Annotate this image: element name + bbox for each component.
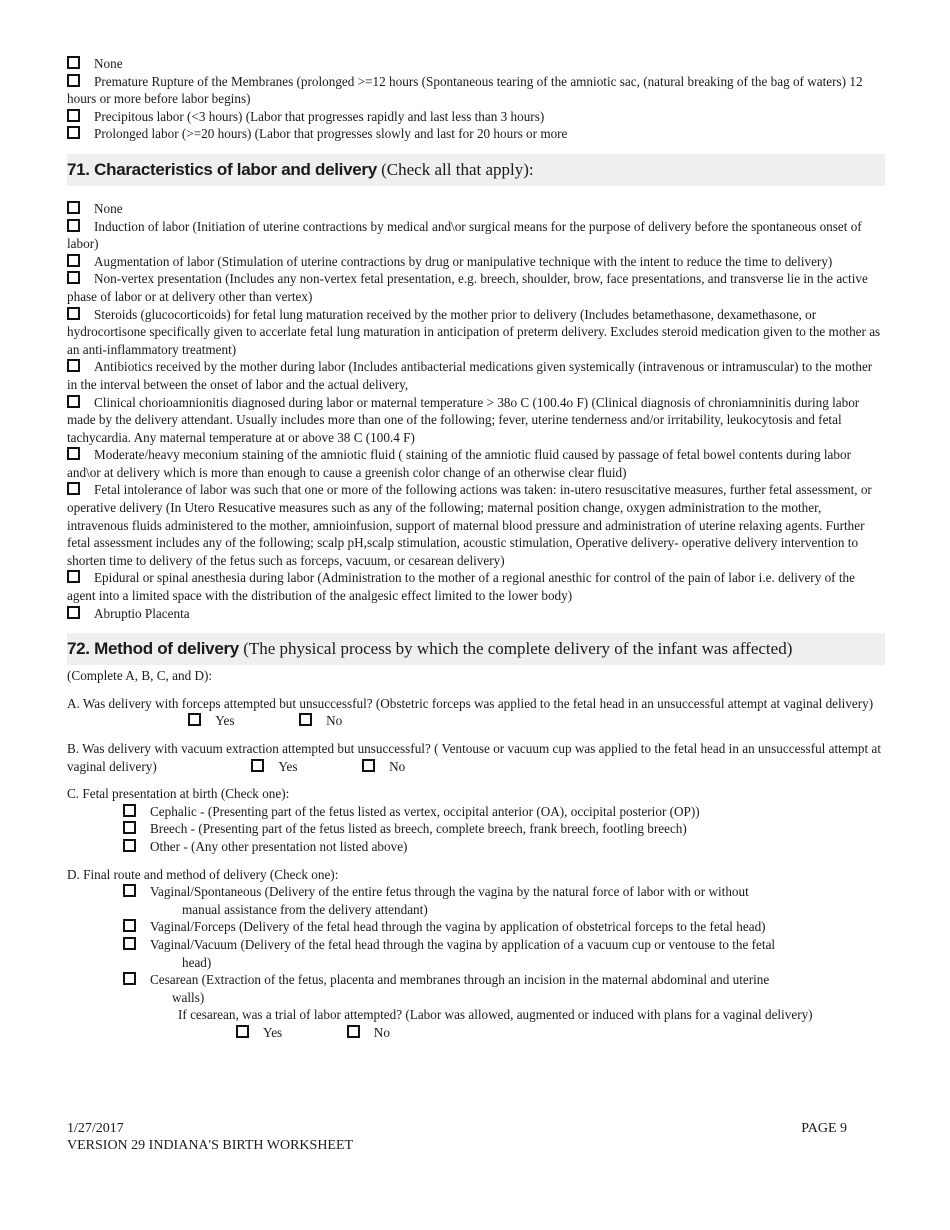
list-item: Abruptio Placenta xyxy=(67,605,885,623)
footer-version: VERSION 29 INDIANA'S BIRTH WORKSHEET xyxy=(67,1138,354,1153)
checkbox[interactable] xyxy=(67,570,80,583)
section-72-title: 72. Method of delivery xyxy=(67,639,239,659)
checkbox[interactable] xyxy=(67,219,80,232)
checkbox-b-yes[interactable] xyxy=(251,759,264,772)
checkbox[interactable] xyxy=(123,919,136,932)
checkbox[interactable] xyxy=(123,884,136,897)
checkbox[interactable] xyxy=(67,126,80,139)
list-item: Steroids (glucocorticoids) for fetal lung maturation received by the mother prior to delivery (Includes betamethasone, dexamethasone, or hydrocortisone specifically given to accerlate fetal lung maturation in anticipation of preterm delivery. Excludes steroid medication given to the mother as an anti-inflammatory treatment) xyxy=(67,306,881,357)
list-item: Premature Rupture of the Membranes (prolonged >=12 hours (Spontaneous tearing of the amniotic sac, (natural breaking of the bag of waters) 12 hours or more before labor begins) xyxy=(67,73,863,107)
list-item: Non-vertex presentation (Includes any non-vertex fetal presentation, e.g. breech, shoulder, brow, face presentations, and transverse lie in the active phase of labor or at delivery other than vertex) xyxy=(67,271,868,304)
labor-characteristics-list xyxy=(67,200,885,622)
checkbox-a-no[interactable] xyxy=(299,713,312,726)
list-item: Vaginal/Forceps (Delivery of the fetal head through the vagina by application of obstetrical forceps to the fetal head) xyxy=(123,918,885,936)
checkbox[interactable] xyxy=(67,109,80,122)
checkbox-trial-no[interactable] xyxy=(347,1025,360,1038)
checkbox[interactable] xyxy=(67,359,80,372)
worksheet-page xyxy=(67,55,885,1042)
question-b: B. Was delivery with vacuum extraction attempted but unsuccessful? ( Ventouse or vacuum cup was applied to the fetal head in an unsuccessful attempt at vaginal delivery) Yes No xyxy=(67,741,882,774)
checkbox[interactable] xyxy=(67,56,80,69)
checkbox-a-yes[interactable] xyxy=(188,713,201,726)
checkbox[interactable] xyxy=(67,201,80,214)
question-a: A. Was delivery with forceps attempted but unsuccessful? (Obstetric forceps was applied to the fetal head in an unsuccessful attempt at vaginal delivery) Yes No xyxy=(67,695,874,729)
checkbox[interactable] xyxy=(67,447,80,460)
list-item: Other - (Any other presentation not listed above) xyxy=(123,838,885,856)
checkbox[interactable] xyxy=(67,271,80,284)
checkbox[interactable] xyxy=(67,74,80,87)
list-item: None xyxy=(67,55,885,73)
list-item: Vaginal/Spontaneous (Delivery of the entire fetus through the vagina by the natural force of labor with or without manual assistance from the delivery attendant) xyxy=(123,883,885,918)
checkbox[interactable] xyxy=(123,804,136,817)
checkbox[interactable] xyxy=(67,395,80,408)
section-72-note: (The physical process by which the complete delivery of the infant was affected) xyxy=(243,639,793,659)
checkbox-trial-yes[interactable] xyxy=(236,1025,249,1038)
cesarean-trial-answers: Yes No xyxy=(236,1024,885,1042)
section-72-header xyxy=(67,633,885,665)
list-item: Fetal intolerance of labor was such that one or more of the following actions was taken: in-utero resuscitative measures, further fetal assessment, or operative delivery (In Utero Resucative measures such as any of the following; maternal position change, oxygen administration to the mother, intravenous fluids administered to the mother, amnioinfusion, support of maternal blood pressure and administration of uterine relaxing agents. Further fetal assessment includes any of the following; scalp pH,scalp stimulation, acoustic stimulation, Operative delivery- operative delivery intervention to shorten time to delivery of the fetus such as forceps, vacuum, or cesarean delivery) xyxy=(67,482,872,568)
list-item: Induction of labor (Initiation of uterine contractions by medical and\or surgical means for the purpose of delivery before the spontaneous onset of labor) xyxy=(67,218,862,252)
section-72-subnote: (Complete A, B, C, and D): xyxy=(67,668,213,684)
list-item: Moderate/heavy meconium staining of the amniotic fluid ( staining of the amniotic fluid caused by passage of fetal bowel contents during labor and\or at delivery which is more than enough to cause a greenish color change of an otherwise clear fluid) xyxy=(67,447,851,480)
list-item: Vaginal/Vacuum (Delivery of the fetal head through the vagina by application of a vacuum cup or ventouse to the fetal head) xyxy=(123,936,885,971)
checkbox[interactable] xyxy=(123,937,136,950)
section-71-note: (Check all that apply): xyxy=(381,159,534,179)
list-item: Breech - (Presenting part of the fetus listed as breech, complete breech, frank breech, footling breech) xyxy=(123,820,885,838)
checkbox[interactable] xyxy=(123,972,136,985)
list-item: Cesarean (Extraction of the fetus, placenta and membranes through an incision in the maternal abdominal and uterine walls) xyxy=(123,971,885,1006)
cesarean-trial-question: If cesarean, was a trial of labor attempted? (Labor was allowed, augmented or induced with plans for a vaginal delivery) xyxy=(178,1007,813,1023)
checkbox[interactable] xyxy=(67,606,80,619)
list-item: Epidural or spinal anesthesia during labor (Administration to the mother of a regional anesthic for control of the pain of labor i.e. delivery of the agent into a limited space with the distribution of the analgesic effect limited to the lower body) xyxy=(67,570,855,604)
page-number: PAGE 9 xyxy=(801,1121,847,1136)
list-item: Cephalic - (Presenting part of the fetus listed as vertex, occipital anterior (OA), occipital posterior (OP)) xyxy=(123,803,885,821)
question-c: C. Fetal presentation at birth (Check one): xyxy=(67,786,290,802)
checkbox-b-no[interactable] xyxy=(362,759,375,772)
list-item: Antibiotics received by the mother during labor (Includes antibacterial medications given systemically (intravenous or intramuscular) to the mother in the interval between the onset of labor and the actual delivery, xyxy=(67,359,873,392)
page-footer xyxy=(67,1120,847,1154)
list-item: Prolonged labor (>=20 hours) (Labor that progresses slowly and last for 20 hours or more xyxy=(67,125,885,143)
risk-factor-list xyxy=(67,55,885,143)
list-item: Clinical chorioamnionitis diagnosed during labor or maternal temperature > 38o C (100.4o F) (Clinical diagnosis of chroniamninitis during labor made by the delivery attendant. Usually includes more than one of the following; fever, uterine tenderness and/or irritability, leukocytosis and fetal tachycardia. Any maternal temperature at or above 38 C (100.4 F) xyxy=(67,394,860,445)
footer-date: 1/27/2017 xyxy=(67,1121,124,1136)
checkbox[interactable] xyxy=(67,307,80,320)
list-item: Precipitous labor (<3 hours) (Labor that progresses rapidly and last less than 3 hours) xyxy=(67,108,885,126)
checkbox[interactable] xyxy=(123,839,136,852)
checkbox[interactable] xyxy=(67,254,80,267)
question-d: D. Final route and method of delivery (Check one): xyxy=(67,866,339,882)
section-71-header xyxy=(67,154,885,186)
section-71-title: 71. Characteristics of labor and delivery xyxy=(67,159,377,179)
checkbox[interactable] xyxy=(123,821,136,834)
list-item: Augmentation of labor (Stimulation of uterine contractions by drug or manipulative technique with the intent to reduce the time to delivery) xyxy=(67,253,885,271)
checkbox[interactable] xyxy=(67,482,80,495)
list-item: None xyxy=(67,200,885,218)
